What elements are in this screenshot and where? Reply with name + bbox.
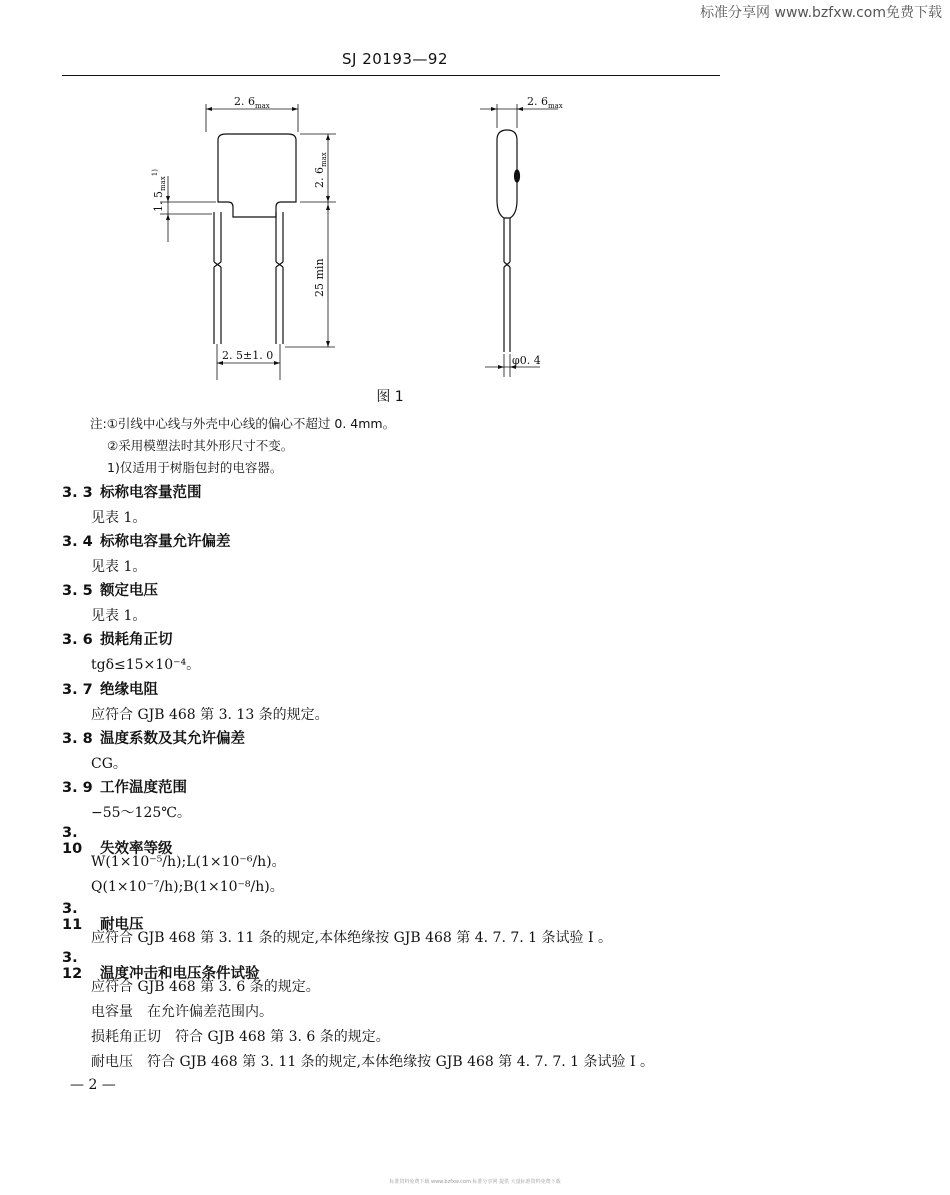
lead-right — [276, 212, 283, 344]
section-3-12-title: 3. 12 温度冲击和电压条件试验 — [62, 950, 260, 982]
lead-length-label: 25 min — [313, 258, 326, 297]
lead-diameter-label: φ0. 4 — [512, 354, 541, 367]
lead-left — [214, 212, 221, 344]
section-3-4-text: 见表 1。 — [91, 559, 147, 575]
note-1: 注:①引线中心线与外壳中心线的偏心不超过 0. 4mm。 — [90, 416, 396, 431]
capacitor-body-front — [218, 134, 296, 217]
section-3-11-title: 3. 11 耐电压 — [62, 901, 144, 933]
footer-note: 标准资料免费下载 www.bzfxw.com 标准分享网 提供 大量标准资料免费下载 — [389, 1179, 561, 1185]
capacitor-figure — [140, 92, 580, 387]
width-label: 2. $6_{max}$ — [234, 95, 270, 110]
note-2: ②采用模塑法时其外形尺寸不变。 — [107, 438, 294, 453]
height-label: 2. $6_{max}$ — [313, 152, 328, 188]
section-3-8-text: CG。 — [91, 756, 127, 772]
section-3-12-text-1: 应符合 GJB 468 第 3. 6 条的规定。 — [91, 979, 320, 995]
side-thickness-label: 2. $6_{max}$ — [527, 95, 563, 110]
section-3-9-text: −55～125℃。 — [91, 805, 191, 821]
note-3: 1)仅适用于树脂包封的电容器。 — [107, 460, 283, 475]
section-3-12-text-3: 损耗角正切 符合 GJB 468 第 3. 6 条的规定。 — [91, 1029, 390, 1045]
section-3-5-text: 见表 1。 — [91, 608, 147, 624]
section-3-6-text: tgδ≤15×10⁻⁴。 — [91, 657, 201, 673]
page-number: — 2 — — [70, 1077, 116, 1093]
section-3-3-text: 见表 1。 — [91, 510, 147, 526]
section-3-5-title: 3. 5 额定电压 — [62, 583, 158, 599]
watermark: 标准分享网 www.bzfxw.com免费下载 — [700, 5, 942, 21]
figure-caption: 图 1 — [376, 389, 404, 405]
pitch-label: 2. 5±1. 0 — [222, 349, 274, 362]
section-3-10-title: 3. 10 失效率等级 — [62, 825, 173, 857]
section-3-11-text: 应符合 GJB 468 第 3. 11 条的规定,本体绝缘按 GJB 468 第 4. 7. 7. 1 条试验 Ⅰ 。 — [91, 930, 612, 946]
section-3-12-text-2: 电容量 在允许偏差范围内。 — [91, 1004, 273, 1020]
document-code: SJ 20193—92 — [341, 50, 449, 68]
top-offset-label: 1. $5_{max}^{1)}$ — [151, 169, 167, 212]
section-3-4-title: 3. 4 标称电容量允许偏差 — [62, 534, 231, 550]
section-3-12-text-4: 耐电压 符合 GJB 468 第 3. 11 条的规定,本体绝缘按 GJB 468 第 4. 7. 7. 1 条试验 Ⅰ 。 — [91, 1054, 654, 1070]
header-rule — [62, 75, 720, 76]
section-3-10-text-1: W(1×10⁻⁵/h);L(1×10⁻⁶/h)。 — [91, 854, 286, 870]
section-3-10-text-2: Q(1×10⁻⁷/h);B(1×10⁻⁸/h)。 — [91, 879, 284, 895]
section-3-9-title: 3. 9 工作温度范围 — [62, 780, 187, 796]
section-3-8-title: 3. 8 温度系数及其允许偏差 — [62, 731, 245, 747]
section-3-6-title: 3. 6 损耗角正切 — [62, 632, 173, 648]
section-3-7-title: 3. 7 绝缘电阻 — [62, 682, 158, 698]
section-3-7-text: 应符合 GJB 468 第 3. 13 条的规定。 — [91, 707, 329, 723]
section-3-3-title: 3. 3 标称电容量范围 — [62, 485, 202, 501]
